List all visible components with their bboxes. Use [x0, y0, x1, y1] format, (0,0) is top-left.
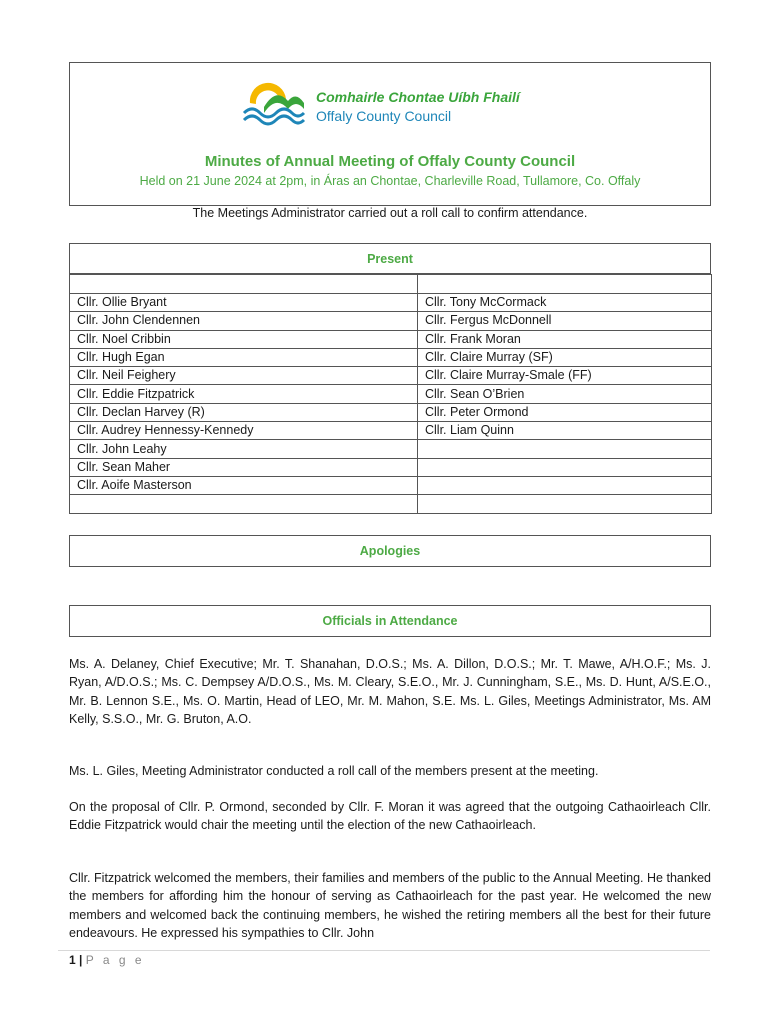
- present-cell: Cllr. Frank Moran: [418, 330, 712, 348]
- present-row: [70, 422, 712, 440]
- present-cell: Cllr. Aoife Masterson: [70, 476, 418, 494]
- present-cell: Cllr. Hugh Egan: [70, 348, 418, 366]
- present-cell: [418, 495, 712, 513]
- footer-divider: [58, 950, 710, 951]
- present-row: [70, 367, 712, 385]
- present-row: [70, 294, 712, 312]
- present-row: [70, 458, 712, 476]
- apologies-heading: Apologies: [69, 535, 711, 567]
- present-cell: Cllr. Peter Ormond: [418, 403, 712, 421]
- present-row: [70, 330, 712, 348]
- council-logo: [242, 79, 542, 135]
- present-row: [70, 476, 712, 494]
- document-title: Minutes of Annual Meeting of Offaly County Council: [204, 153, 576, 170]
- present-cell: [418, 440, 712, 458]
- present-row: [70, 403, 712, 421]
- present-cell: Cllr. Sean O’Brien: [418, 385, 712, 403]
- present-row: [70, 440, 712, 458]
- present-cell: Cllr. John Clendennen: [70, 312, 418, 330]
- present-cell: Cllr. Neil Feighery: [70, 367, 418, 385]
- present-cell: Cllr. Claire Murray (SF): [418, 348, 712, 366]
- officials-paragraph: Ms. A. Delaney, Chief Executive; Mr. T. Shanahan, D.O.S.; Ms. A. Dillon, D.O.S.; Mr. T. Mawe, A/H.O.F.; Ms. J. Ryan, A/D.O.S.; Ms. C. Dempsey A/D.O.S., Ms. M. Cleary, S.E.O., Mr. J. Cunningham, S.E., Ms. D. Hunt, A/S.E.O., Mr. B. Lennon S.E., Ms. O. Martin, Head of LEO, Mr. M. Mahon, S.E. Ms. L. Giles, Meetings Administrator, Ms. AM Kelly, S.S.O., Mr. G. Bruton, A.O.: [69, 657, 711, 726]
- present-cell: Cllr. Fergus McDonnell: [418, 312, 712, 330]
- present-empty-row: [70, 495, 712, 513]
- logo-irish-name: Comhairle Chontae Uíbh Fhailí: [316, 89, 520, 105]
- present-cell: Cllr. Declan Harvey (R): [70, 403, 418, 421]
- logo-english-name: Offaly County Council: [316, 108, 452, 124]
- present-cell: Cllr. Noel Cribbin: [70, 330, 418, 348]
- rollcall-note: The Meetings Administrator carried out a roll call to confirm attendance.: [192, 206, 588, 220]
- document-subtitle: Held on 21 June 2024 at 2pm, in Áras an Chontae, Charleville Road, Tullamore, Co. Offaly: [139, 174, 641, 188]
- page-footer: [69, 953, 145, 967]
- present-cell: [418, 458, 712, 476]
- present-cell: Cllr. Audrey Hennessy-Kennedy: [70, 422, 418, 440]
- present-cell: [418, 476, 712, 494]
- page-label: P a g e: [85, 953, 145, 967]
- council-logo-icon: [242, 79, 306, 127]
- present-cell: [70, 275, 418, 294]
- present-row: [70, 312, 712, 330]
- present-row: [70, 348, 712, 366]
- present-cell: [418, 275, 712, 294]
- present-cell: Cllr. Eddie Fitzpatrick: [70, 385, 418, 403]
- page-separator: |: [79, 953, 83, 967]
- officials-heading: Officials in Attendance: [69, 605, 711, 637]
- present-cell: Cllr. Claire Murray-Smale (FF): [418, 367, 712, 385]
- present-row: [70, 385, 712, 403]
- present-cell: Cllr. Sean Maher: [70, 458, 418, 476]
- present-cell: Cllr. John Leahy: [70, 440, 418, 458]
- present-table: [69, 274, 712, 514]
- page-number: 1: [69, 953, 76, 967]
- rollcall-paragraph: Ms. L. Giles, Meeting Administrator conducted a roll call of the members present at the meeting.: [69, 764, 599, 778]
- header-box: [69, 62, 711, 206]
- present-cell: Cllr. Tony McCormack: [418, 294, 712, 312]
- present-spacer-row: [70, 275, 712, 294]
- proposal-paragraph: On the proposal of Cllr. P. Ormond, seconded by Cllr. F. Moran it was agreed that the outgoing Cathaoirleach Cllr. Eddie Fitzpatrick would chair the meeting until the election of the new Cathaoirleach.: [69, 800, 711, 833]
- present-cell: [70, 495, 418, 513]
- present-cell: Cllr. Ollie Bryant: [70, 294, 418, 312]
- present-cell: Cllr. Liam Quinn: [418, 422, 712, 440]
- present-heading: Present: [69, 243, 711, 274]
- welcome-paragraph: Cllr. Fitzpatrick welcomed the members, their families and members of the public to the Annual Meeting. He thanked the members for affording him the honour of serving as Cathaoirleach for the past year. He welcomed the new members and welcomed back the continuing members, he wished the retiring members all the best for their future endeavours. He expressed his sympathies to Cllr. John: [69, 871, 711, 940]
